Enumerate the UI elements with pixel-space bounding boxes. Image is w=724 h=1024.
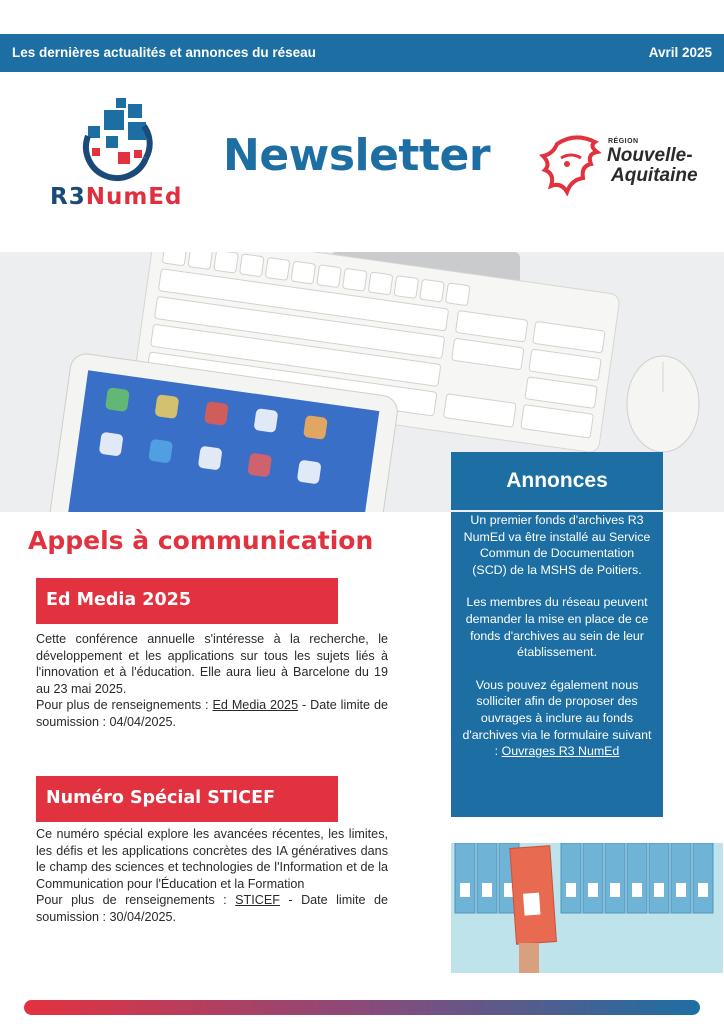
region-name-line1: Nouvelle-: [607, 145, 693, 166]
bottom-gradient-bar: [24, 1000, 700, 1015]
appels-section-title: Appels à communication: [28, 526, 374, 555]
nouvelle-aquitaine-logo: [537, 130, 707, 196]
annonces-paragraph-3: Vous pouvez également nous solliciter afin de proposer des ouvrages à inclure au fonds d'archives via le formulaire suivant : Ouvrages R3 NumEd: [462, 677, 652, 759]
header-date: Avril 2025: [648, 45, 712, 60]
annonces-paragraph-2: Les membres du réseau peuvent demander la mise en place de ce fonds d'archives au sein de leur établissement.: [465, 595, 649, 660]
annonces-panel: [451, 512, 663, 817]
ed-media-link[interactable]: Ed Media 2025: [212, 698, 299, 713]
region-name-line2: Aquitaine: [611, 165, 698, 186]
sticef-heading: Numéro Spécial STICEF: [46, 788, 276, 808]
annonces-paragraph-1: Un premier fonds d'archives R3 NumEd va être installé au Service Commun de Documentation (SCD) de la MSHS de Poitiers.: [463, 513, 651, 577]
binders-photo: [451, 843, 723, 973]
newsletter-title: Newsletter: [223, 130, 491, 181]
sticef-link[interactable]: STICEF: [235, 893, 280, 908]
ouvrages-link[interactable]: Ouvrages R3 NumEd: [501, 744, 620, 759]
ed-media-body: Cette conférence annuelle s'intéresse à la recherche, le développement et les applications sur tous les sujets liés à l'innovation et à l'éducation. Elle aura lieu à Barcelone du 19 au 23 mai 2025.: [36, 632, 388, 696]
sticef-body: Ce numéro spécial explore les avancées récentes, les limites, les défis et les applications concrètes des IA génératives dans le champ des sciences et technologies de l'Information et de la Communication pour l'Éducation et la Formation: [36, 827, 388, 891]
ed-media-heading-box: [36, 578, 338, 624]
sticef-heading-box: [36, 776, 338, 822]
header-tagline: Les dernières actualités et annonces du réseau: [12, 45, 316, 60]
region-label: RÉGION: [608, 138, 639, 145]
sticef-more: Pour plus de renseignements : STICEF - Date limite de soumission : 30/04/2025.: [36, 893, 388, 924]
lion-emblem-icon: [537, 130, 607, 196]
ed-media-heading: Ed Media 2025: [46, 590, 191, 610]
sticef-text: [36, 826, 388, 926]
ed-media-more: Pour plus de renseignements : Ed Media 2025 - Date limite de soumission : 04/04/2025.: [36, 698, 388, 729]
header-bar: [0, 34, 724, 72]
annonces-heading: Annonces: [451, 452, 663, 510]
r3numed-logo-mark: [48, 96, 178, 186]
r3numed-logo-text: R3NumEd: [50, 184, 183, 210]
ed-media-text: [36, 631, 388, 731]
r3numed-logo: [48, 96, 183, 214]
